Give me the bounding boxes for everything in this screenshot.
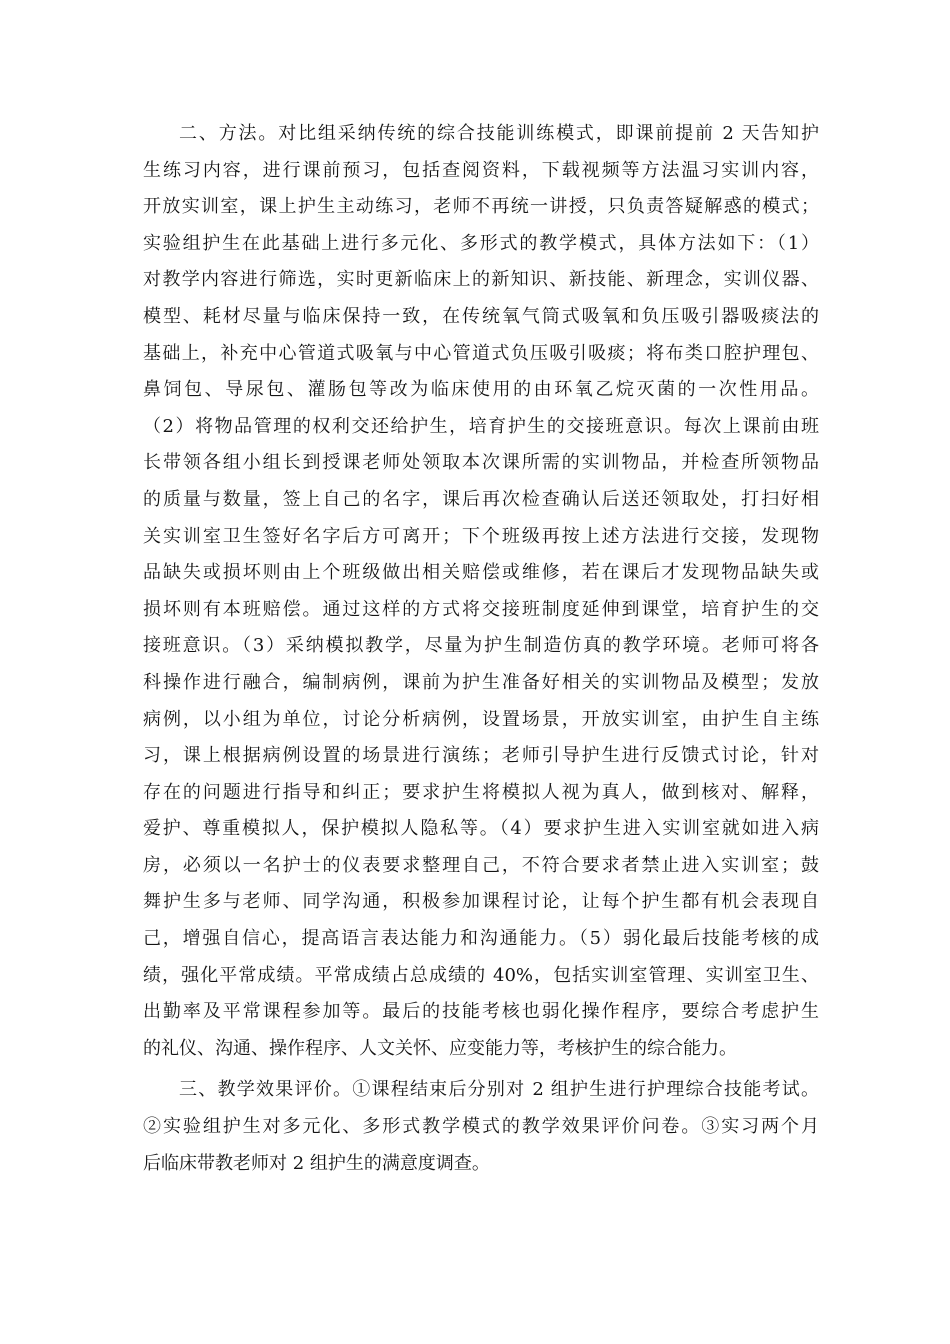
evaluation-paragraph <box>143 1072 819 1182</box>
text-line: 基础上，补充中心管道式吸氧与中心管道式负压吸引吸痰；将布类口腔护理包、 <box>143 342 819 364</box>
text-line: 爱护、尊重模拟人，保护模拟人隐私等。（4）要求护生进入实训室就如进入病 <box>143 818 819 840</box>
text-line: 习，课上根据病例设置的场景进行演练；老师引导护生进行反馈式讨论，针对 <box>143 745 819 767</box>
text-line: 模型、耗材尽量与临床保持一致，在传统氧气筒式吸氧和负压吸引器吸痰法的 <box>143 305 819 327</box>
text-line: ②实验组护生对多元化、多形式教学模式的教学效果评价问卷。③实习两个月 <box>143 1116 819 1138</box>
text-line: 舞护生多与老师、同学沟通，积极参加课程讨论，让每个护生都有机会表现自 <box>143 891 819 913</box>
text-line: 科操作进行融合，编制病例，课前为护生准备好相关的实训物品及模型；发放 <box>143 671 819 693</box>
text-line: 长带领各组小组长到授课老师处领取本次课所需的实训物品，并检查所领物品 <box>143 452 819 474</box>
text-line: 三、教学效果评价。①课程结束后分别对 2 组护生进行护理综合技能考试。 <box>179 1079 819 1101</box>
text-line: 病例，以小组为单位，讨论分析病例，设置场景，开放实训室，由护生自主练 <box>143 708 819 730</box>
text-line: 损坏则有本班赔偿。通过这样的方式将交接班制度延伸到课堂，培育护生的交 <box>143 598 819 620</box>
text-line: 后临床带教老师对 2 组护生的满意度调查。 <box>143 1152 490 1174</box>
text-line: 鼻饲包、导尿包、灌肠包等改为临床使用的由环氧乙烷灭菌的一次性用品。 <box>143 379 819 401</box>
methods-paragraph <box>143 116 819 1067</box>
text-line: 实验组护生在此基础上进行多元化、多形式的教学模式，具体方法如下：（1） <box>143 232 819 254</box>
text-line: 的质量与数量，签上自己的名字，课后再次检查确认后送还领取处，打扫好相 <box>143 488 819 510</box>
text-line: 绩，强化平常成绩。平常成绩占总成绩的 40%，包括实训室管理、实训室卫生、 <box>143 964 819 986</box>
text-line: （2）将物品管理的权利交还给护生，培育护生的交接班意识。每次上课前由班 <box>143 415 819 437</box>
text-line: 对教学内容进行筛选，实时更新临床上的新知识、新技能、新理念，实训仪器、 <box>143 269 819 291</box>
text-line: 出勤率及平常课程参加等。最后的技能考核也弱化操作程序，要综合考虑护生 <box>143 1001 819 1023</box>
text-line: 房，必须以一名护士的仪表要求整理自己，不符合要求者禁止进入实训室；鼓 <box>143 854 819 876</box>
text-line: 己，增强自信心，提高语言表达能力和沟通能力。（5）弱化最后技能考核的成 <box>143 928 819 950</box>
text-line: 的礼仪、沟通、操作程序、人文关怀、应变能力等，考核护生的综合能力。 <box>143 1037 737 1059</box>
text-line: 二、方法。对比组采纳传统的综合技能训练模式，即课前提前 2 天告知护 <box>179 123 819 144</box>
text-line: 开放实训室，课上护生主动练习，老师不再统一讲授，只负责答疑解惑的模式； <box>143 196 819 218</box>
text-line: 品缺失或损坏则由上个班级做出相关赔偿或维修，若在课后才发现物品缺失或 <box>143 562 819 584</box>
text-line: 存在的问题进行指导和纠正；要求护生将模拟人视为真人，做到核对、解释， <box>143 781 819 803</box>
text-line: 接班意识。（3）采纳模拟教学，尽量为护生制造仿真的教学环境。老师可将各 <box>143 635 819 657</box>
text-line: 关实训室卫生签好名字后方可离开；下个班级再按上述方法进行交接，发现物 <box>143 525 819 547</box>
text-line: 生练习内容，进行课前预习，包括查阅资料，下载视频等方法温习实训内容， <box>143 159 819 181</box>
document-body <box>143 116 819 1182</box>
